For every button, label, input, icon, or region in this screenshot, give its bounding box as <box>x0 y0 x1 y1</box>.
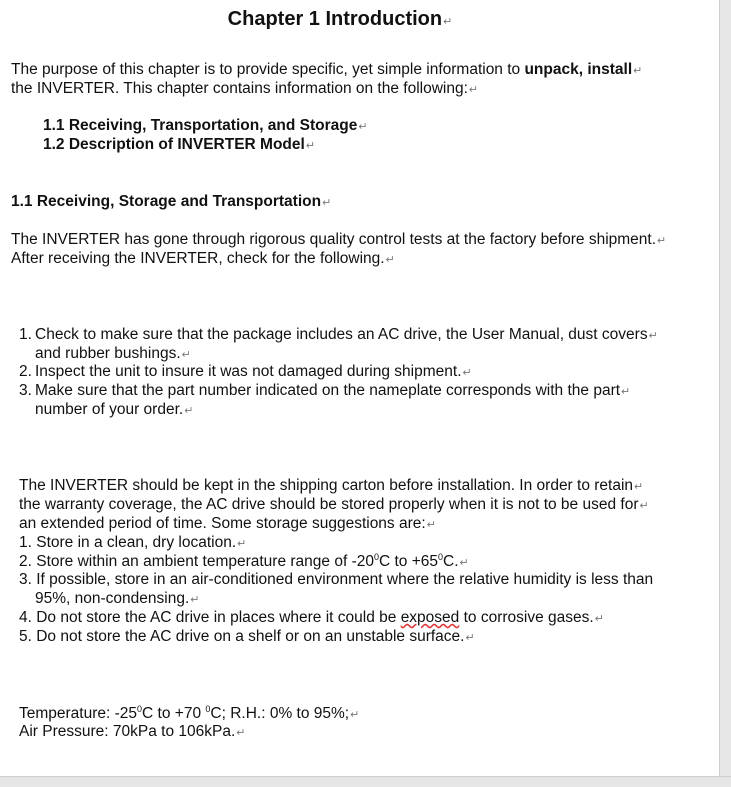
spellcheck-flagged-word: exposed <box>400 609 460 626</box>
section-heading: 1.1 Receiving, Storage and Transportation↵ <box>11 193 332 210</box>
check-item-1-line-1: Check to make sure that the package includes an AC drive, the User Manual, dust covers↵ <box>35 326 658 343</box>
storage-item-5: 5. Do not store the AC drive on a shelf or on an unstable surface.↵ <box>19 628 475 645</box>
check-item-2-num: 2. <box>19 363 32 380</box>
intro-line-2: the INVERTER. This chapter contains information on the following:↵ <box>11 80 479 97</box>
check-item-2-line-1: Inspect the unit to insure it was not damaged during shipment.↵ <box>35 363 472 380</box>
check-item-3-line-2: number of your order.↵ <box>35 401 194 418</box>
storage-para-line-1: The INVERTER should be kept in the shipping carton before installation. In order to retain↵ <box>19 477 644 494</box>
storage-item-3-line-1: 3. If possible, store in an air-conditioned environment where the relative humidity is less than <box>19 571 654 588</box>
air-pressure-condition: Air Pressure: 70kPa to 106kPa.↵ <box>19 723 246 740</box>
page-bottom-gutter <box>0 776 731 787</box>
intro-line-1: The purpose of this chapter is to provide specific, yet simple information to unpack, install↵ <box>11 61 643 78</box>
storage-para-line-3: an extended period of time. Some storage suggestions are:↵ <box>19 515 436 532</box>
toc-item-2: 1.2 Description of INVERTER Model↵ <box>43 136 316 153</box>
check-item-1-num: 1. <box>19 326 32 343</box>
temperature-condition: Temperature: $-25^0C$ to +70 $^0$C; R.H.: 0% to 95%;↵ <box>19 704 360 723</box>
section-para-line-1: The INVERTER has gone through rigorous quality control tests at the factory before shipment.↵ <box>11 231 667 248</box>
check-item-1-line-2: and rubber bushings.↵ <box>35 345 191 362</box>
intro-bold-text: unpack, install <box>524 61 633 78</box>
section-para-line-2: After receiving the INVERTER, check for the following.↵ <box>11 250 395 267</box>
storage-para-line-2: the warranty coverage, the AC drive should be stored properly when it is not to be used for↵ <box>19 496 649 513</box>
storage-item-3-line-2: 95%, non-condensing.↵ <box>35 590 200 607</box>
vertical-scroll-gutter[interactable] <box>719 0 731 786</box>
toc-item-1: 1.1 Receiving, Transportation, and Storage↵ <box>43 117 368 134</box>
check-item-3-line-1: Make sure that the part number indicated on the nameplate corresponds with the part↵ <box>35 382 631 399</box>
degree-superscript: 0 <box>137 704 143 714</box>
check-item-3-num: 3. <box>19 382 32 399</box>
storage-item-4: 4. Do not store the AC drive in places where it could be exposed to corrosive gases.↵ <box>19 609 604 626</box>
storage-item-2: 2. Store within an ambient temperature range of $-20^0C$ to $+65^0C.↵$ <box>19 552 469 571</box>
storage-item-1: 1. Store in a clean, dry location.↵ <box>19 534 247 551</box>
chapter-title: Chapter 1 Introduction↵ <box>227 8 453 30</box>
degree-superscript: 0 <box>205 704 211 714</box>
degree-superscript: 0 <box>438 552 444 562</box>
degree-superscript: 0 <box>373 552 379 562</box>
